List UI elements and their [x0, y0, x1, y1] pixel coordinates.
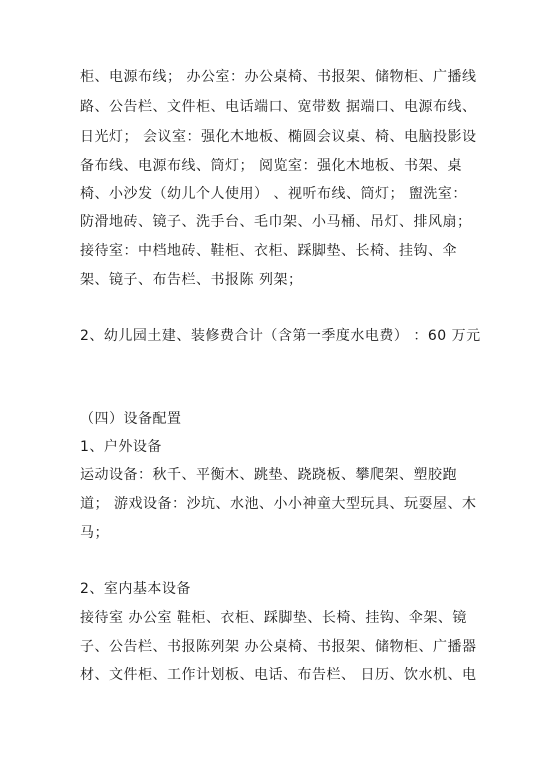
paragraph-line: 路、公告栏、文件柜、电话端口、宽带数 据端口、电源布线、 [80, 99, 477, 115]
paragraph-line: 椅、小沙发（幼儿个人使用） 、视听布线、筒灯； 盥洗室： [80, 186, 467, 202]
outdoor-line: 运动设备：秋千、平衡木、跳垫、跷跷板、攀爬架、塑胶跑 [80, 467, 457, 483]
paragraph-line: 日光灯； 会议室：强化木地板、椭圆会议桌、椅、电脑投影设 [80, 129, 477, 145]
paragraph-line: 备布线、电源布线、筒灯； 阅览室：强化木地板、书架、桌 [80, 158, 462, 174]
outdoor-line: 道； 游戏设备：沙坑、水池、小小神童大型玩具、玩耍屋、木 [80, 496, 477, 512]
outdoor-equipment-title: 1、户外设备 [80, 439, 162, 455]
indoor-line: 子、公告栏、书报陈列架 办公桌椅、书报架、储物柜、广播器 [80, 639, 477, 655]
indoor-line: 接待室 办公室 鞋柜、衣柜、踩脚垫、长椅、挂钩、伞架、镜 [80, 610, 467, 626]
section-title: （四）设备配置 [80, 411, 182, 427]
total-cost-line: 2、幼儿园土建、装修费合计（含第一季度水电费） ：60 万元 [80, 328, 481, 344]
indoor-line: 材、文件柜、工作计划板、电话、布告栏、 日历、饮水机、电 [80, 667, 477, 683]
paragraph-line: 防滑地砖、镜子、洗手台、毛巾架、小马桶、吊灯、排风扇； [80, 214, 472, 230]
paragraph-line: 架、镜子、布告栏、书报陈 列架； [80, 272, 303, 288]
paragraph-line: 接待室：中档地砖、鞋柜、衣柜、踩脚垫、长椅、挂钩、伞 [80, 243, 457, 259]
outdoor-line: 马； [80, 525, 109, 541]
paragraph-line: 柜、电源布线； 办公室：办公桌椅、书报架、储物柜、广播线 [80, 69, 477, 85]
indoor-equipment-title: 2、室内基本设备 [80, 581, 191, 597]
